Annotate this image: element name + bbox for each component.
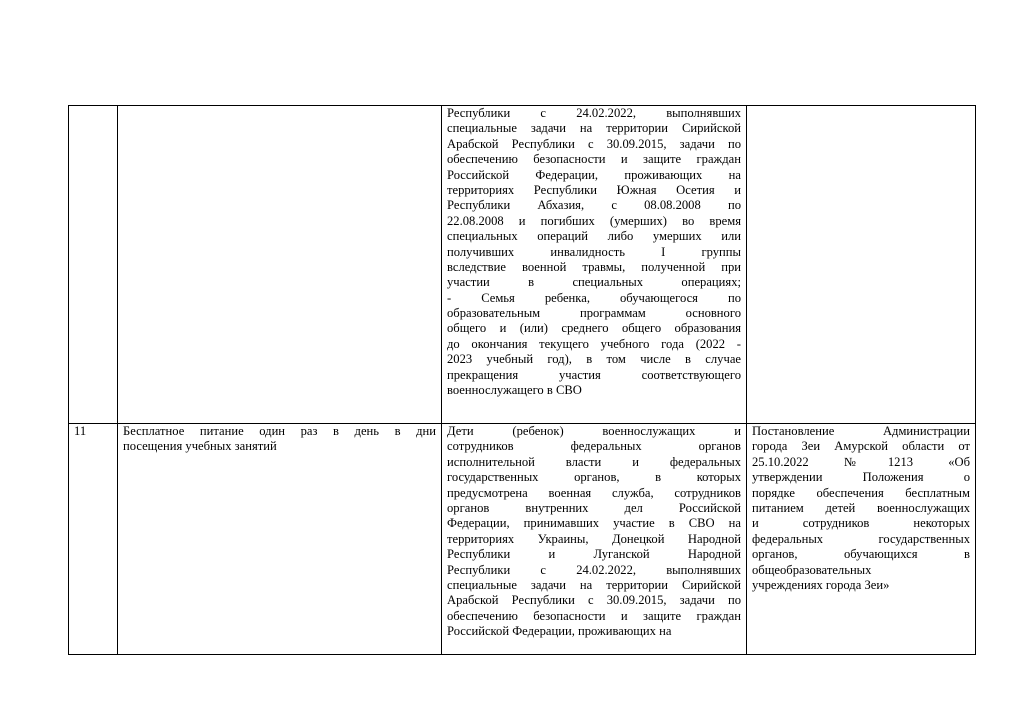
text-line: федеральных государственных [752, 531, 970, 546]
text-line: - Семья ребенка, обучающегося по [447, 290, 741, 305]
text-line: питанием детей военнослужащих [752, 500, 970, 515]
text-line: Постановление Администрации [752, 424, 970, 438]
text-line: вследствие военной травмы, полученной при [447, 259, 741, 274]
text-line: предусмотрена военная служба, сотрудников [447, 485, 741, 500]
benefits-table [68, 105, 976, 655]
table-row [69, 106, 976, 424]
recipients-cell [442, 106, 747, 424]
text-line: города Зеи Амурской области от [752, 439, 970, 454]
legal-basis-cell [747, 424, 976, 655]
text-line: Дети (ребенок) военнослужащих и [447, 424, 741, 438]
text-line: порядке обеспечения бесплатным [752, 485, 970, 500]
text-line: территориях Украины, Донецкой Народной [447, 531, 741, 546]
text-line: 22.08.2008 и погибших (умерших) во время [447, 213, 741, 228]
text-line: государственных органов, в которых [447, 470, 741, 485]
legal-basis-cell [747, 106, 976, 424]
text-line: специальных операций либо умерших или [447, 229, 741, 244]
text-line: утверждении Положения о [752, 470, 970, 485]
text-line: специальные задачи на территории Сирийской [447, 577, 741, 592]
benefit-cell [118, 106, 442, 424]
text-line: Арабской Республики с 30.09.2015, задачи по [447, 136, 741, 151]
text-line: Арабской Республики с 30.09.2015, задачи по [447, 593, 741, 608]
text-line: Республики и Луганской Народной [447, 547, 741, 562]
text-line: специальные задачи на территории Сирийской [447, 121, 741, 136]
text-line: учреждениях города Зеи» [752, 577, 890, 592]
text-line: Бесплатное питание один раз в день в дни [123, 424, 436, 438]
text-line: Республики Абхазия, с 08.08.2008 по [447, 198, 741, 213]
row-number-cell: 11 [69, 424, 118, 655]
text-line: участии в специальных операциях; [447, 275, 741, 290]
text-line: и сотрудников некоторых [752, 516, 970, 531]
text-line: образовательным программам основного [447, 306, 741, 321]
text-line: общеобразовательных [752, 562, 872, 577]
text-line: посещения учебных занятий [123, 439, 277, 454]
text-line: военнослужащего в СВО [447, 383, 582, 398]
text-line: Федерации, принимавших участие в СВО на [447, 516, 741, 531]
text-line: 2023 учебный год), в том числе в случае [447, 352, 741, 367]
text-line: исполнительной власти и федеральных [447, 454, 741, 469]
text-line: сотрудников федеральных органов [447, 439, 741, 454]
text-line: органов внутренних дел Российской [447, 500, 741, 515]
row-number-cell [69, 106, 118, 424]
text-line: общего и (или) среднего общего образования [447, 321, 741, 336]
text-line: обеспечению безопасности и защите граждан [447, 152, 741, 167]
text-line: Республики с 24.02.2022, выполнявших [447, 106, 741, 120]
text-line: территориях Республики Южная Осетия и [447, 182, 741, 197]
text-line: Российской Федерации, проживающих на [447, 167, 741, 182]
text-line: Российской Федерации, проживающих на [447, 624, 672, 639]
text-line: 25.10.2022 №1213 «Об [752, 454, 970, 469]
text-line: получивших инвалидность I группы [447, 244, 741, 259]
text-line: прекращения участия соответствующего [447, 367, 741, 382]
table-row [69, 424, 976, 655]
benefit-cell [118, 424, 442, 655]
text-line: органов, обучающихся в [752, 547, 970, 562]
text-line: Республики с 24.02.2022, выполнявших [447, 562, 741, 577]
text-line: обеспечению безопасности и защите граждан [447, 608, 741, 623]
recipients-cell [442, 424, 747, 655]
text-line: до окончания текущего учебного года (2022 - [447, 336, 741, 351]
